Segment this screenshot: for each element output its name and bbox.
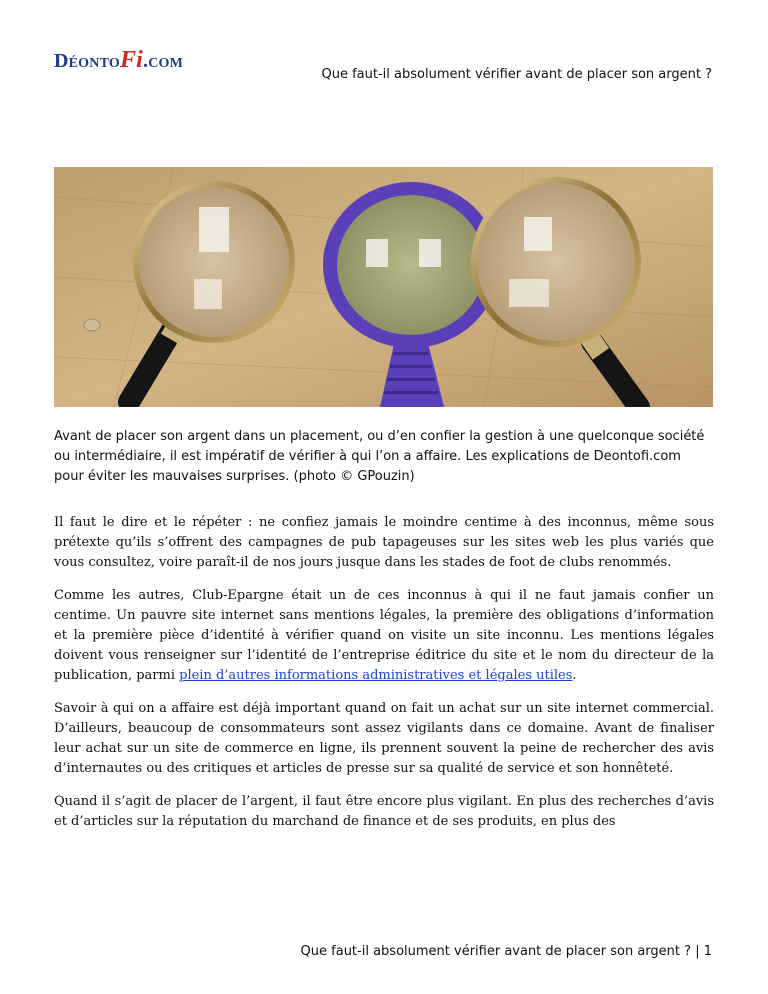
article-body <box>54 513 714 845</box>
site-logo[interactable] <box>54 47 183 74</box>
logo-part-2: Fi <box>119 47 144 73</box>
logo-part-3: .com <box>143 50 184 72</box>
page-footer <box>301 944 712 959</box>
paragraph-2-text: Comme les autres, Club-Epargne était un de ces inconnus à qui il ne faut jamais confier un centime. Un pauvre site internet sans mentions légales, la première des obligations d’information et la première pièce d’identité à vérifier quand on visite un site inconnu. Les mentions légales doivent vous renseigner sur l’identité de l’entreprise éditrice du site et le nom du directeur de la publication, parmi <box>54 588 714 683</box>
page-number: 1 <box>703 944 712 959</box>
photo-caption: Avant de placer son argent dans un placement, ou d’en confier la gestion à une quelconque société ou intermédiaire, il est impératif de vérifier à qui l’on a affaire. Les explications de Deontofi.com pour éviter les mauvaises surprises. (photo © GPouzin) <box>54 429 705 484</box>
logo-part-1: Déonto <box>54 50 120 72</box>
paragraph-4: Quand il s’agit de placer de l’argent, il faut être encore plus vigilant. En plus des recherches d’avis et d’articles sur la réputation du marchand de finance et de ses produits, en plus des <box>54 794 714 829</box>
paragraph-2 <box>54 586 714 686</box>
legal-info-link[interactable]: plein d’autres informations administratives et légales utiles <box>179 668 573 683</box>
magnifying-glasses-photo <box>54 167 713 407</box>
paragraph-3: Savoir à qui on a affaire est déjà important quand on fait un achat sur un site internet commercial. D’ailleurs, beaucoup de consommateurs sont assez vigilants dans ce domaine. Avant de finaliser leur achat sur un site de commerce en ligne, ils prennent souvent la peine de rechercher des avis d’internautes ou des critiques et articles de presse sur sa qualité de service et son honnêteté. <box>54 701 714 776</box>
footer-separator: | <box>695 944 700 959</box>
header-title: Que faut-il absolument vérifier avant de placer son argent ? <box>321 67 712 82</box>
footer-title: Que faut-il absolument vérifier avant de placer son argent ? <box>300 944 692 959</box>
paragraph-1: Il faut le dire et le répéter : ne confiez jamais le moindre centime à des inconnus, même sous prétexte qu’ils s’offrent des campagnes de pub tapageuses sur les sites web les plus variés que vous consultez, voire paraît-il de nos jours jusque dans les stades de foot de clubs renommés. <box>54 515 714 570</box>
paragraph-2-end: . <box>572 668 577 683</box>
